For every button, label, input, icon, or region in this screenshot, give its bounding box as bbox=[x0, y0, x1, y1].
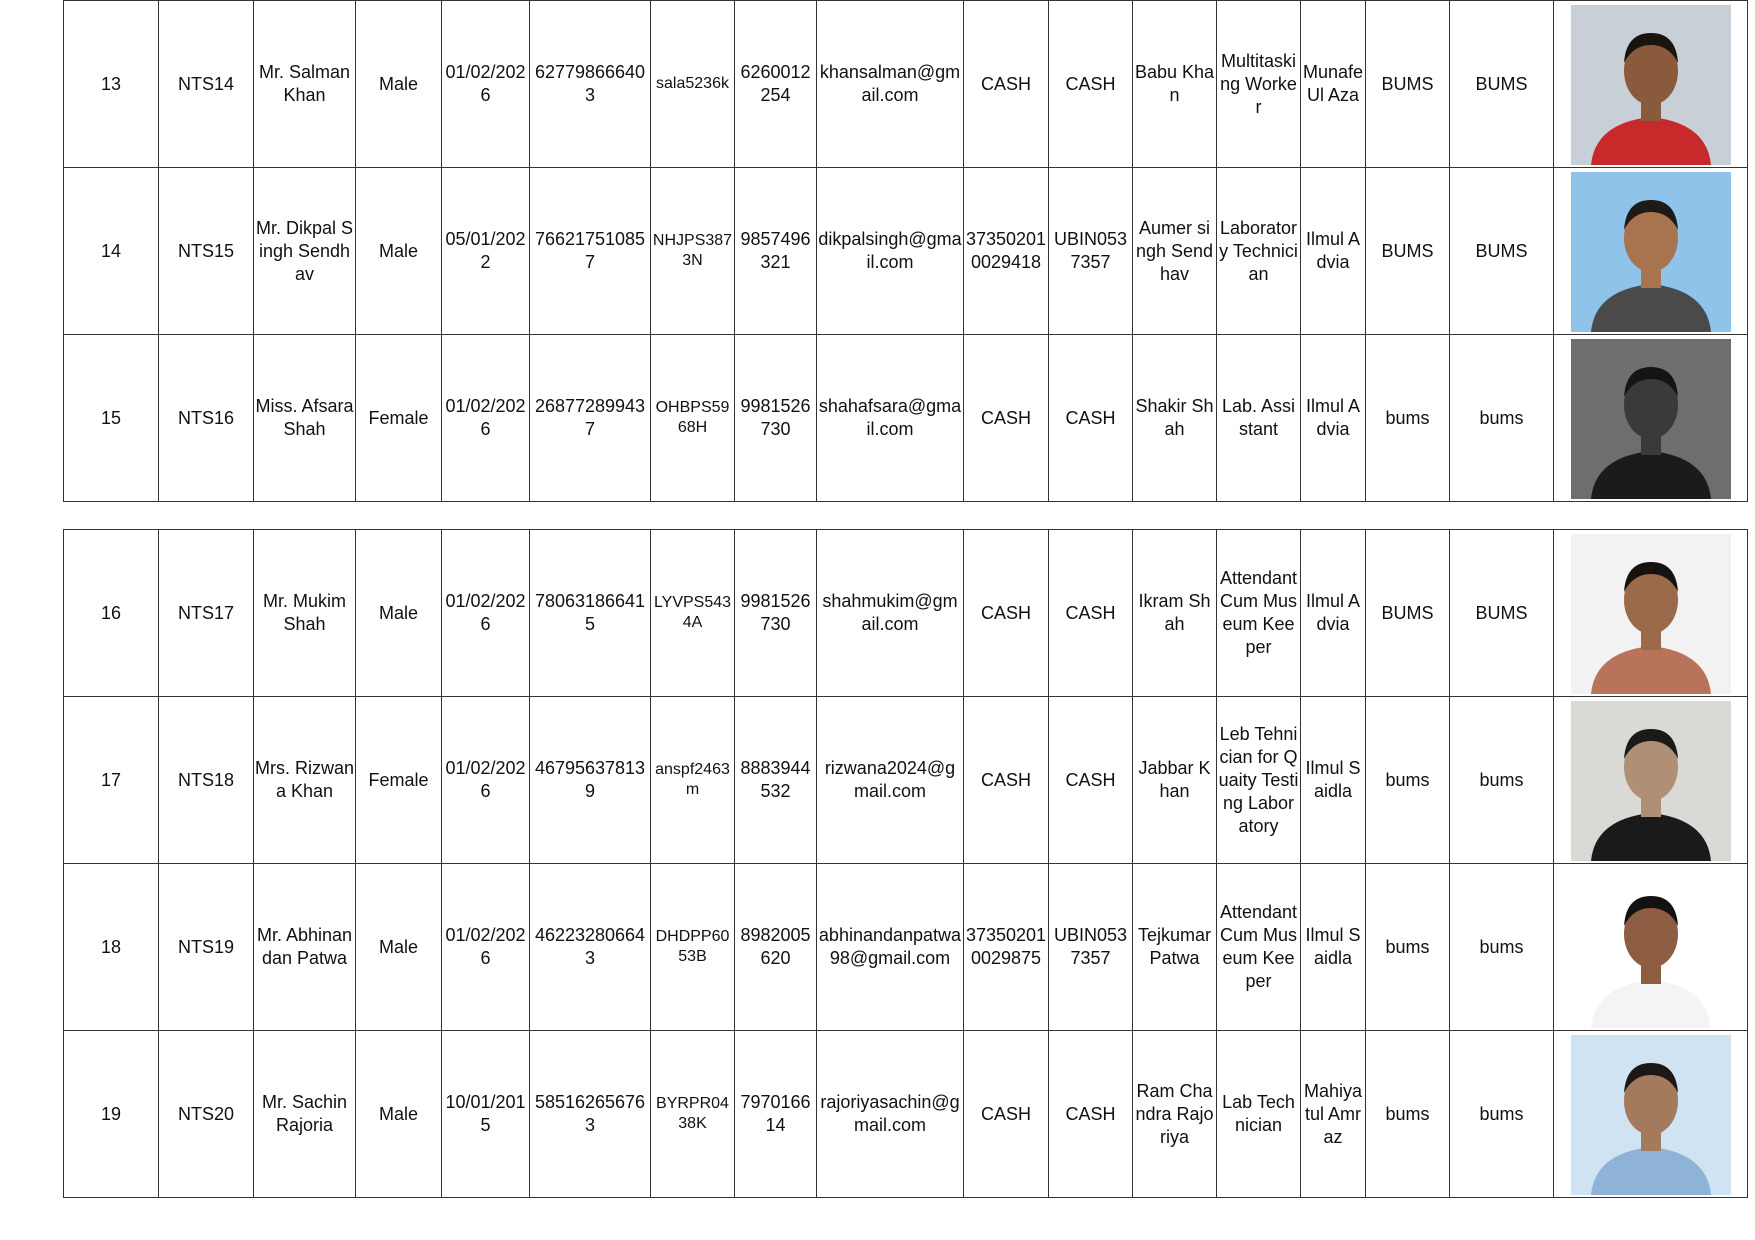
joining-date-cell: 10/01/2015 bbox=[442, 1031, 530, 1198]
email-cell: rajoriyasachin@gmail.com bbox=[817, 1031, 964, 1198]
gender-cell: Male bbox=[356, 1031, 442, 1198]
gender-cell: Male bbox=[356, 864, 442, 1031]
bank-account-cell: CASH bbox=[964, 1031, 1049, 1198]
table-row bbox=[64, 1031, 1748, 1198]
pan-number-cell: sala5236k bbox=[651, 1, 735, 168]
serial-number-cell: 16 bbox=[64, 530, 159, 697]
mobile-number-cell: 9857496321 bbox=[735, 168, 817, 335]
qualification-cell-2: BUMS bbox=[1450, 1, 1554, 168]
staff-id-cell: NTS16 bbox=[159, 335, 254, 502]
designation-cell: Attendant Cum Museum Keeper bbox=[1217, 530, 1301, 697]
aadhaar-number-cell: 766217510857 bbox=[530, 168, 651, 335]
ifsc-code-cell: CASH bbox=[1049, 530, 1133, 697]
department-cell: Mahiyatul Amraz bbox=[1301, 1031, 1366, 1198]
designation-cell: Lab Technician bbox=[1217, 1031, 1301, 1198]
qualification-cell-2: bums bbox=[1450, 697, 1554, 864]
bank-account-cell: CASH bbox=[964, 335, 1049, 502]
serial-number-cell: 13 bbox=[64, 1, 159, 168]
department-cell: Ilmul Advia bbox=[1301, 335, 1366, 502]
aadhaar-number-cell: 585162656763 bbox=[530, 1031, 651, 1198]
staff-id-cell: NTS19 bbox=[159, 864, 254, 1031]
staff-table-2-body bbox=[64, 530, 1748, 1198]
qualification-cell: bums bbox=[1366, 1031, 1450, 1198]
designation-cell: Laboratory Technician bbox=[1217, 168, 1301, 335]
department-cell: Ilmul Saidla bbox=[1301, 697, 1366, 864]
ifsc-code-cell: CASH bbox=[1049, 1, 1133, 168]
joining-date-cell: 01/02/2026 bbox=[442, 697, 530, 864]
bank-account-cell: CASH bbox=[964, 530, 1049, 697]
joining-date-cell: 01/02/2026 bbox=[442, 530, 530, 697]
joining-date-cell: 05/01/2022 bbox=[442, 168, 530, 335]
aadhaar-number-cell: 462232806643 bbox=[530, 864, 651, 1031]
pan-number-cell: DHDPP6053B bbox=[651, 864, 735, 1031]
designation-cell: Attendant Cum Museum Keeper bbox=[1217, 864, 1301, 1031]
name-cell: Mr. Dikpal Singh Sendhav bbox=[254, 168, 356, 335]
bank-account-cell: 373502010029418 bbox=[964, 168, 1049, 335]
photo-cell bbox=[1554, 697, 1748, 864]
staff-id-cell: NTS15 bbox=[159, 168, 254, 335]
gender-cell: Male bbox=[356, 168, 442, 335]
father-name-cell: Ram Chandra Rajoriya bbox=[1133, 1031, 1217, 1198]
qualification-cell: BUMS bbox=[1366, 168, 1450, 335]
department-cell: Ilmul Advia bbox=[1301, 168, 1366, 335]
mobile-number-cell: 9981526730 bbox=[735, 335, 817, 502]
father-name-cell: Ikram Shah bbox=[1133, 530, 1217, 697]
mobile-number-cell: 797016614 bbox=[735, 1031, 817, 1198]
email-cell: abhinandanpatwa98@gmail.com bbox=[817, 864, 964, 1031]
person-photo bbox=[1571, 534, 1731, 694]
qualification-cell-2: BUMS bbox=[1450, 530, 1554, 697]
table-row bbox=[64, 1, 1748, 168]
joining-date-cell: 01/02/2026 bbox=[442, 864, 530, 1031]
aadhaar-number-cell: 467956378139 bbox=[530, 697, 651, 864]
person-photo bbox=[1571, 1035, 1731, 1195]
ifsc-code-cell: CASH bbox=[1049, 697, 1133, 864]
gender-cell: Female bbox=[356, 335, 442, 502]
department-cell: Munafe Ul Aza bbox=[1301, 1, 1366, 168]
ifsc-code-cell: UBIN0537357 bbox=[1049, 168, 1133, 335]
serial-number-cell: 15 bbox=[64, 335, 159, 502]
gender-cell: Male bbox=[356, 530, 442, 697]
email-cell: rizwana2024@gmail.com bbox=[817, 697, 964, 864]
name-cell: Mrs. Rizwana Khan bbox=[254, 697, 356, 864]
ifsc-code-cell: CASH bbox=[1049, 1031, 1133, 1198]
qualification-cell: BUMS bbox=[1366, 1, 1450, 168]
pan-number-cell: BYRPR0438K bbox=[651, 1031, 735, 1198]
staff-id-cell: NTS17 bbox=[159, 530, 254, 697]
bank-account-cell: CASH bbox=[964, 1, 1049, 168]
email-cell: shahafsara@gmail.com bbox=[817, 335, 964, 502]
name-cell: Miss. Afsara Shah bbox=[254, 335, 356, 502]
joining-date-cell: 01/02/2026 bbox=[442, 1, 530, 168]
staff-table-1-body bbox=[64, 1, 1748, 502]
mobile-number-cell: 6260012254 bbox=[735, 1, 817, 168]
name-cell: Mr. Sachin Rajoria bbox=[254, 1031, 356, 1198]
pan-number-cell: anspf2463m bbox=[651, 697, 735, 864]
photo-cell bbox=[1554, 1, 1748, 168]
qualification-cell: bums bbox=[1366, 697, 1450, 864]
bank-account-cell: CASH bbox=[964, 697, 1049, 864]
gender-cell: Male bbox=[356, 1, 442, 168]
aadhaar-number-cell: 780631866415 bbox=[530, 530, 651, 697]
photo-cell bbox=[1554, 335, 1748, 502]
designation-cell: Lab. Assistant bbox=[1217, 335, 1301, 502]
mobile-number-cell: 8883944532 bbox=[735, 697, 817, 864]
qualification-cell: bums bbox=[1366, 335, 1450, 502]
ifsc-code-cell: UBIN0537357 bbox=[1049, 864, 1133, 1031]
name-cell: Mr. Salman Khan bbox=[254, 1, 356, 168]
department-cell: Ilmul Advia bbox=[1301, 530, 1366, 697]
photo-cell bbox=[1554, 1031, 1748, 1198]
pan-number-cell: LYVPS5434A bbox=[651, 530, 735, 697]
staff-id-cell: NTS20 bbox=[159, 1031, 254, 1198]
qualification-cell-2: bums bbox=[1450, 335, 1554, 502]
qualification-cell-2: BUMS bbox=[1450, 168, 1554, 335]
bank-account-cell: 373502010029875 bbox=[964, 864, 1049, 1031]
aadhaar-number-cell: 627798666403 bbox=[530, 1, 651, 168]
person-photo bbox=[1571, 172, 1731, 332]
name-cell: Mr. Mukim Shah bbox=[254, 530, 356, 697]
staff-table-1 bbox=[63, 0, 1748, 502]
father-name-cell: Tejkumar Patwa bbox=[1133, 864, 1217, 1031]
gender-cell: Female bbox=[356, 697, 442, 864]
table-row bbox=[64, 168, 1748, 335]
email-cell: khansalman@gmail.com bbox=[817, 1, 964, 168]
email-cell: shahmukim@gmail.com bbox=[817, 530, 964, 697]
joining-date-cell: 01/02/2026 bbox=[442, 335, 530, 502]
designation-cell: Multitasking Worker bbox=[1217, 1, 1301, 168]
person-photo bbox=[1571, 339, 1731, 499]
email-cell: dikpalsingh@gmail.com bbox=[817, 168, 964, 335]
qualification-cell: bums bbox=[1366, 864, 1450, 1031]
qualification-cell: BUMS bbox=[1366, 530, 1450, 697]
father-name-cell: Babu Khan bbox=[1133, 1, 1217, 168]
staff-id-cell: NTS14 bbox=[159, 1, 254, 168]
aadhaar-number-cell: 268772899437 bbox=[530, 335, 651, 502]
table-row bbox=[64, 864, 1748, 1031]
person-photo bbox=[1571, 701, 1731, 861]
department-cell: Ilmul Saidla bbox=[1301, 864, 1366, 1031]
pan-number-cell: NHJPS3873N bbox=[651, 168, 735, 335]
serial-number-cell: 17 bbox=[64, 697, 159, 864]
staff-id-cell: NTS18 bbox=[159, 697, 254, 864]
qualification-cell-2: bums bbox=[1450, 1031, 1554, 1198]
designation-cell: Leb Tehnician for Quaity Testing Laboratory bbox=[1217, 697, 1301, 864]
name-cell: Mr. Abhinandan Patwa bbox=[254, 864, 356, 1031]
photo-cell bbox=[1554, 864, 1748, 1031]
photo-cell bbox=[1554, 530, 1748, 697]
father-name-cell: Jabbar Khan bbox=[1133, 697, 1217, 864]
serial-number-cell: 14 bbox=[64, 168, 159, 335]
serial-number-cell: 19 bbox=[64, 1031, 159, 1198]
pan-number-cell: OHBPS5968H bbox=[651, 335, 735, 502]
staff-table-2 bbox=[63, 529, 1748, 1198]
father-name-cell: Shakir Shah bbox=[1133, 335, 1217, 502]
mobile-number-cell: 8982005620 bbox=[735, 864, 817, 1031]
qualification-cell-2: bums bbox=[1450, 864, 1554, 1031]
table-row bbox=[64, 335, 1748, 502]
mobile-number-cell: 9981526730 bbox=[735, 530, 817, 697]
person-photo bbox=[1571, 868, 1731, 1028]
table-row bbox=[64, 697, 1748, 864]
table-row bbox=[64, 530, 1748, 697]
ifsc-code-cell: CASH bbox=[1049, 335, 1133, 502]
person-photo bbox=[1571, 5, 1731, 165]
serial-number-cell: 18 bbox=[64, 864, 159, 1031]
father-name-cell: Aumer singh Sendhav bbox=[1133, 168, 1217, 335]
photo-cell bbox=[1554, 168, 1748, 335]
